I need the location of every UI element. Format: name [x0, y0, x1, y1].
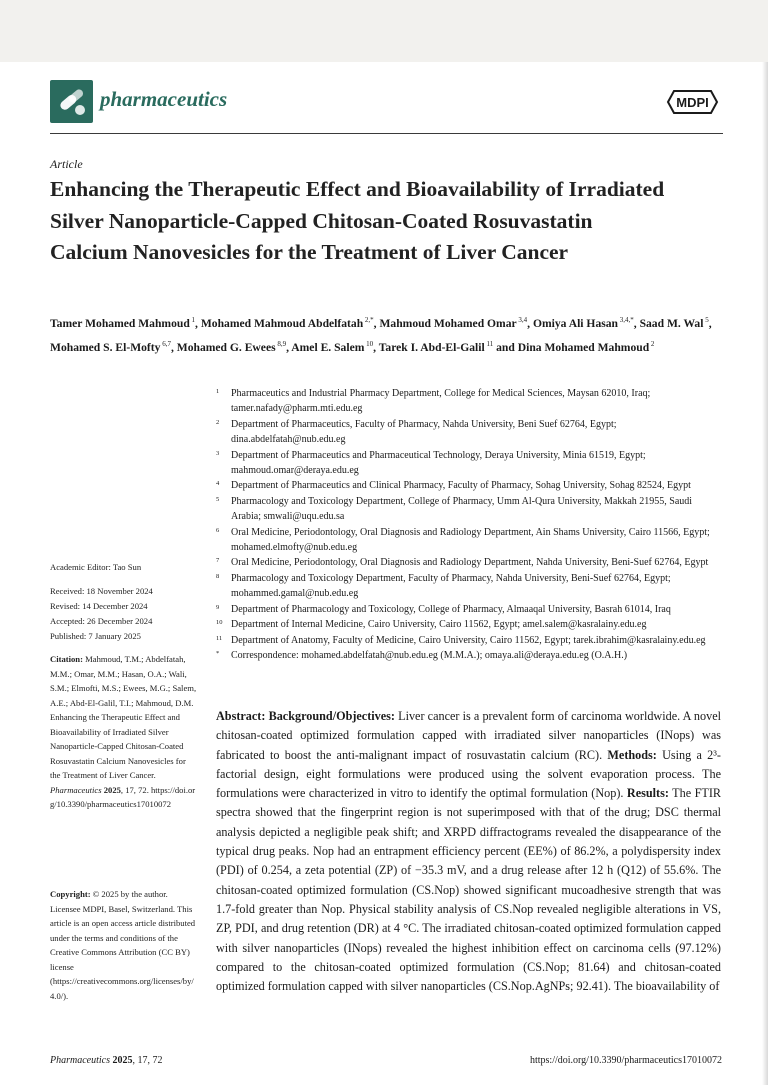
author-name: Amel E. Salem	[291, 341, 365, 355]
affiliation-item	[216, 386, 721, 417]
footer-year: 2025	[112, 1055, 133, 1066]
author-list	[50, 310, 730, 359]
footer-doi-link[interactable]: https://doi.org/10.3390/pharmaceutics17010072	[529, 1055, 722, 1066]
affiliation-text: Department of Anatomy, Faculty of Medicine, Cairo University, Cairo 11562, Egypt; tarek.ibrahim@kasralainy.edu.eg	[231, 634, 706, 646]
affiliation-number: 6	[216, 526, 220, 534]
citation-label: Citation:	[50, 654, 83, 664]
affiliation-text: Correspondence: mohamed.abdelfatah@nub.edu.eg (M.M.A.); omaya.ali@deraya.edu.eg (O.A.H.)	[231, 649, 628, 661]
affiliation-item	[216, 525, 721, 556]
affiliation-text: Department of Pharmaceutics, Faculty of Pharmacy, Nahda University, Beni Suef 62764, Egypt; dina.abdelfatah@nub.edu.eg	[231, 418, 617, 446]
affiliation-item	[216, 602, 721, 617]
affiliation-number: 7	[216, 557, 220, 565]
author-affiliation-marker: 2	[649, 340, 655, 349]
author-name: Mohamed G. Ewees	[176, 341, 276, 355]
affiliation-number: 2	[216, 418, 220, 426]
author-name: Omiya Ali Hasan	[532, 316, 619, 330]
author-name: Tamer Mohamed Mahmoud	[50, 316, 190, 330]
affiliation-text: Department of Pharmaceutics and Clinical Pharmacy, Faculty of Pharmacy, Sohag University, Sohag 82524, Egypt	[231, 480, 691, 492]
affiliation-item	[216, 478, 721, 493]
author-separator: ,	[633, 316, 640, 330]
author-affiliation-marker: 3,4,*	[618, 316, 634, 324]
abstract-label: Abstract:	[216, 709, 266, 723]
revised-date: Revised: 14 December 2024	[50, 601, 148, 611]
author-name: Mohamed Mahmoud Abdelfatah	[200, 316, 364, 330]
citation-doi-link[interactable]: https://doi.org/10.3390/pharmaceutics17010072	[50, 784, 196, 809]
affiliation-number: 1	[216, 388, 220, 395]
abstract-methods-text: Using a 2³-factorial design, eight formulations were produced using the solvent evaporation process. The formulations were characterized in vitro to identify the optimal formulation (Nop).	[216, 747, 721, 801]
affiliation-text: Department of Pharmacology and Toxicology, College of Pharmacy, Almaaqal University, Basrah 61014, Iraq	[231, 603, 671, 615]
author-separator: ,	[373, 316, 380, 330]
affiliation-text: Pharmaceutics and Industrial Pharmacy Department, College for Medical Sciences, Maysan 62010, Iraq; tamer.nafady@pharm.mti.edu.eg	[231, 388, 651, 415]
citation-volume: , 17, 72.	[120, 784, 149, 795]
author-separator: ,	[373, 341, 379, 355]
paper-title: Enhancing the Therapeutic Effect and Bioavailability of Irradiated Silver Nanoparticle-Capped Chitosan-Coated Rosuvastatin Calcium Nanovesicles for the Treatment of Liver Cancer	[50, 177, 665, 264]
header-rule	[50, 133, 723, 134]
affiliation-number: 8	[216, 572, 220, 580]
author-affiliation-marker: 11	[484, 340, 494, 349]
citation-text: Mahmoud, T.M.; Abdelfatah, M.M.; Omar, M.M.; Hasan, O.A.; Wali, S.M.; Elmofti, M.S.; Ewees, M.G.; Salem, A.E.; Abd-El-Galil, T.I.; Mahmoud, D.M. Enhancing the Therapeutic Effect and Bioavailability of Irradiated Silver Nanoparticle-Capped Chitosan-Coated Rosuvastatin Calcium Nanovesicles for the Treatment of Liver Cancer.	[50, 654, 197, 780]
accepted-date: Accepted: 26 December 2024	[50, 616, 153, 626]
author-separator: ,	[286, 341, 292, 355]
author-name: Dina Mohamed Mahmoud	[517, 341, 650, 355]
affiliation-number: 3	[216, 449, 220, 457]
author-affiliation-marker: 6,7	[160, 340, 171, 349]
author-name: Tarek I. Abd-El-Galil	[378, 341, 485, 355]
abstract-results-label: Results:	[626, 786, 669, 801]
affiliation-text: Pharmacology and Toxicology Department, College of Pharmacy, Umm Al-Qura University, Makkah 21955, Saudi Arabia; smwali@uqu.edu.sa	[231, 495, 693, 523]
abstract-results-text: The FTIR spectra showed that the fingerprint region is not superimposed with that of the drug; DSC thermal analysis depicted a negligible peak shift; and XRPD diffractograms revealed the disappearance of the typical drug peaks. Nop had an entrapment efficiency percent (EE%) of 86.2%, a polydispersity index (PDI) of 0.254, a zeta potential (ZP) of −35.3 mV, and a drug release after 12 h (Q12) of 55.6%. The chitosan-coated optimized formulation (CS.Nop) showed significant mucoadhesive strength that was 1.7-fold greater than Nop. Physical stability analysis of CS.Nop revealed negligible alterations in VS, ZP, PDI, and drug retention (DR) at 4 °C. The irradiated chitosan-coated optimized formulation capped with silver nanoparticles (INops) revealed the highest inhibition effect on carcinoma cells (97.12%) compared to the chitosan-coated optimized formulation (CS.Nop; 81.64) and chitosan-coated optimized formulation capped with silver nanoparticles (CS.Nop.AgNPs; 92.41). The bioavailability of	[216, 786, 722, 994]
published-date: Published: 7 January 2025	[50, 631, 141, 641]
author-affiliation-marker: 10	[364, 340, 374, 349]
affiliation-text: Oral Medicine, Periodontology, Oral Diagnosis and Radiology Department, Ain Shams University, Cairo 11566, Egypt; mohamed.elmofty@nub.edu.eg	[231, 526, 710, 554]
author-separator: ,	[170, 341, 177, 355]
author-separator: and	[493, 341, 518, 355]
author-separator: ,	[195, 316, 201, 330]
affiliation-item	[216, 494, 721, 525]
author-affiliation-marker: 5	[703, 316, 709, 324]
affiliation-text: Department of Internal Medicine, Cairo University, Cairo 11562, Egypt; amel.salem@kasralainy.edu.eg	[231, 619, 647, 631]
footer-citation	[50, 1055, 163, 1066]
affiliation-number: *	[216, 649, 220, 657]
footer-volume: , 17, 72	[132, 1055, 163, 1066]
author-affiliation-marker: 3,4	[516, 316, 528, 324]
author-name: Saad M. Wal	[639, 316, 704, 330]
abstract-background-text: Liver cancer is a prevalent form of carcinoma worldwide. A novel chitosan-coated optimized formulation capped with irradiated silver nanoparticles (INops) was fabricated to boost the anti-malignant impact of rosuvastatin calcium (RC).	[216, 709, 722, 762]
affiliation-item	[216, 571, 721, 602]
affiliation-list	[216, 386, 721, 663]
copyright-label: Copyright:	[50, 889, 91, 899]
citation-year: 2025	[103, 784, 121, 795]
affiliation-item	[216, 555, 721, 570]
affiliation-item	[216, 617, 721, 632]
journal-name: pharmaceutics	[100, 87, 228, 111]
affiliation-text: Oral Medicine, Periodontology, Oral Diagnosis and Radiology Department, Nahda University, Beni-Suef 62764, Egypt	[231, 557, 709, 569]
page-edge-shadow	[762, 62, 768, 1085]
author-name: Mohamed S. El-Mofty	[50, 341, 161, 355]
author-affiliation-marker: 1	[189, 316, 196, 324]
mdpi-logo	[664, 88, 721, 116]
footer-journal: Pharmaceutics	[50, 1055, 110, 1066]
affiliation-number: 10	[216, 619, 223, 627]
affiliation-number: 5	[216, 495, 220, 503]
affiliation-number: 11	[216, 634, 223, 642]
affiliation-item	[216, 417, 721, 448]
pharmaceutics-logo-icon	[50, 80, 93, 123]
citation-journal: Pharmaceutics	[50, 784, 102, 795]
author-affiliation-marker: 8,9	[275, 340, 287, 349]
affiliation-item	[216, 448, 721, 479]
affiliation-item	[216, 648, 721, 663]
author-separator: ,	[527, 316, 533, 330]
citation-block	[50, 652, 198, 812]
author-separator: ,	[708, 316, 712, 330]
affiliation-number: 4	[216, 480, 220, 488]
copyright-block	[50, 887, 196, 1003]
abstract-background-label: Background/Objectives:	[268, 709, 395, 723]
abstract	[216, 707, 721, 996]
affiliation-number: 9	[216, 603, 220, 611]
academic-editor: Academic Editor: Tao Sun	[50, 562, 142, 572]
affiliation-text: Pharmacology and Toxicology Department, Faculty of Pharmacy, Nahda University, Beni-Suef 62764, Egypt; mohammed.gamal@nub.edu.eg	[231, 572, 671, 600]
svg-text:MDPI: MDPI	[676, 95, 709, 110]
received-date: Received: 18 November 2024	[50, 586, 153, 596]
author-affiliation-marker: 2,*	[363, 316, 374, 324]
copyright-text: © 2025 by the author. Licensee MDPI, Basel, Switzerland. This article is an open access article distributed under the terms and conditions of the Creative Commons Attribution (CC BY) license (https://creativecommons.org/licenses/by/4.0/).	[50, 889, 196, 1001]
abstract-methods-label: Methods:	[607, 747, 657, 762]
affiliation-item	[216, 633, 721, 648]
article-type: Article	[50, 157, 83, 171]
affiliation-text: Department of Pharmaceutics and Pharmaceutical Technology, Deraya University, Minia 61519, Egypt; mahmoud.omar@deraya.edu.eg	[231, 449, 646, 477]
author-name: Mahmoud Mohamed Omar	[379, 316, 517, 330]
